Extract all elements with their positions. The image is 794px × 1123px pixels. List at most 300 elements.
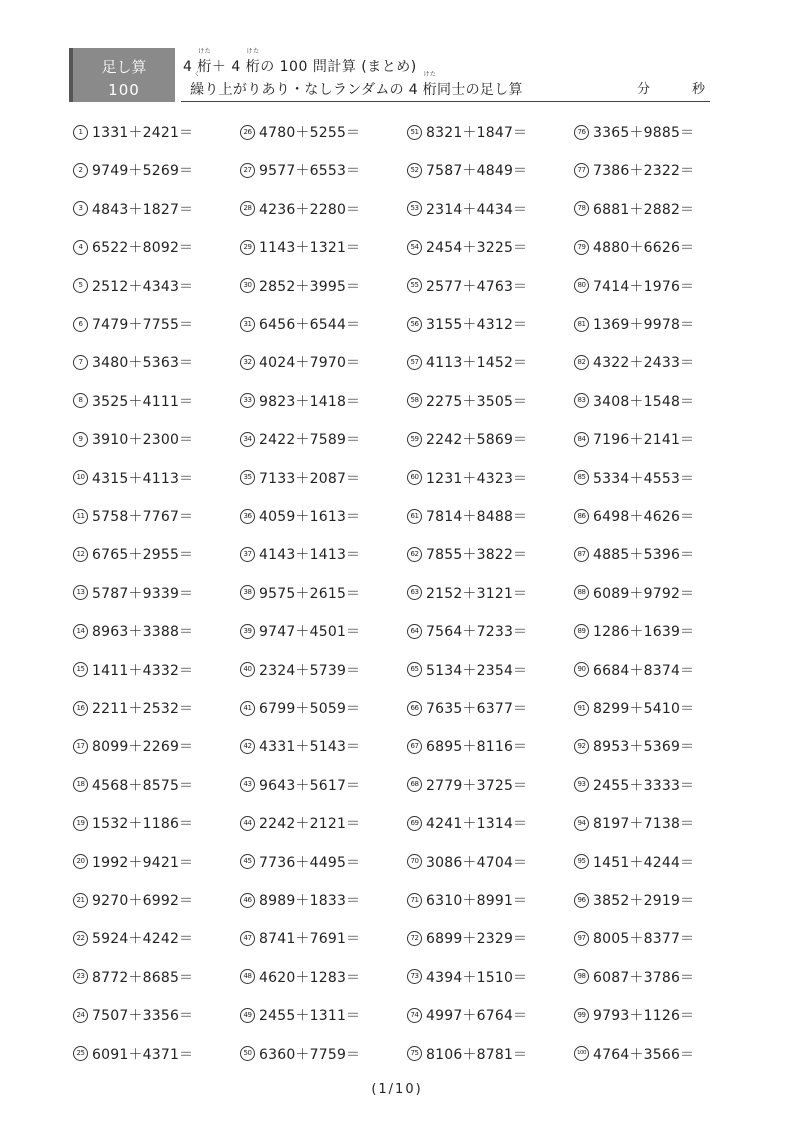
problem-item xyxy=(73,543,193,565)
problem-number: 83 xyxy=(574,393,589,408)
problem-expression: 1286＋1639＝ xyxy=(593,624,695,641)
problem-expression: 2852＋3995＝ xyxy=(259,278,361,295)
problem-expression: 8989＋1833＝ xyxy=(259,893,361,909)
problem-item xyxy=(240,889,360,911)
problem-item xyxy=(73,313,193,335)
problem-expression: 2242＋5869＝ xyxy=(426,432,528,449)
problem-item xyxy=(73,582,193,604)
problem-expression: 9749＋5269＝ xyxy=(92,163,194,180)
problem-number: 19 xyxy=(73,816,88,831)
problem-number: 20 xyxy=(73,854,88,869)
problem-item xyxy=(240,198,360,220)
problem-item xyxy=(73,851,193,873)
problem-item xyxy=(73,659,193,681)
problem-expression: 7386＋2322＝ xyxy=(593,163,695,180)
ruby-keta-2: けた xyxy=(246,48,260,55)
worksheet-label-box xyxy=(69,48,175,102)
problem-item xyxy=(240,543,360,565)
problem-expression: 8953＋5369＝ xyxy=(593,739,695,756)
problem-number: 12 xyxy=(73,547,88,562)
problem-expression: 7635＋6377＝ xyxy=(426,701,528,717)
problem-expression: 2275＋3505＝ xyxy=(426,393,528,410)
problem-item xyxy=(73,275,193,297)
problem-item xyxy=(574,697,694,719)
title-keta-2: けた 桁 xyxy=(245,48,261,75)
problem-number: 68 xyxy=(407,777,422,792)
problem-item xyxy=(574,582,694,604)
problem-number: 74 xyxy=(407,1008,422,1023)
problem-expression: 8197＋7138＝ xyxy=(593,816,695,833)
problem-item xyxy=(73,1004,193,1026)
worksheet-title xyxy=(183,48,417,76)
title-rest: の 100 問計算 (まとめ) xyxy=(260,59,417,75)
problem-number: 55 xyxy=(407,278,422,293)
problem-item xyxy=(574,889,694,911)
problem-expression: 4885＋5396＝ xyxy=(593,547,695,564)
problem-expression: 9747＋4501＝ xyxy=(259,624,361,641)
title-plus: ＋ xyxy=(211,59,227,75)
problem-expression: 2324＋5739＝ xyxy=(259,662,361,679)
problem-item xyxy=(407,121,527,143)
problem-item xyxy=(574,851,694,873)
problem-expression: 4843＋1827＝ xyxy=(92,201,194,218)
problem-number: 86 xyxy=(574,509,589,524)
problem-expression: 4236＋2280＝ xyxy=(259,201,361,218)
problem-expression: 6684＋8374＝ xyxy=(593,662,695,679)
problem-item xyxy=(240,735,360,757)
problem-number: 5 xyxy=(73,278,88,293)
problem-expression: 7736＋4495＝ xyxy=(259,854,361,871)
problem-number: 82 xyxy=(574,355,589,370)
problem-number: 48 xyxy=(240,969,255,984)
problem-item xyxy=(574,236,694,258)
problem-expression: 4568＋8575＝ xyxy=(92,777,194,794)
title-digit-2: 4 xyxy=(231,59,241,75)
problem-number: 36 xyxy=(240,509,255,524)
problem-expression: 4780＋5255＝ xyxy=(259,125,361,141)
problem-item xyxy=(240,428,360,450)
problem-expression: 1992＋9421＝ xyxy=(92,854,194,871)
problem-expression: 5134＋2354＝ xyxy=(426,662,528,679)
problem-item xyxy=(407,198,527,220)
problem-expression: 8005＋8377＝ xyxy=(593,931,695,948)
problem-item xyxy=(574,159,694,181)
problem-item xyxy=(407,1043,527,1065)
problem-expression: 3480＋5363＝ xyxy=(92,355,194,372)
problem-item xyxy=(407,851,527,873)
problem-expression: 7196＋2141＝ xyxy=(593,432,695,449)
problem-item xyxy=(73,927,193,949)
problem-number: 15 xyxy=(73,662,88,677)
problem-number: 27 xyxy=(240,163,255,178)
problem-number: 18 xyxy=(73,777,88,792)
problem-item xyxy=(240,927,360,949)
problem-expression: 3852＋2919＝ xyxy=(593,893,695,909)
problem-expression: 4241＋1314＝ xyxy=(426,816,528,833)
subtitle-mid: り上がりあり・なしランダムの xyxy=(204,82,404,98)
problem-item xyxy=(574,659,694,681)
problem-expression: 6881＋2882＝ xyxy=(593,201,695,218)
problem-number: 42 xyxy=(240,739,255,754)
problem-number: 22 xyxy=(73,931,88,946)
problem-expression: 2779＋3725＝ xyxy=(426,777,528,794)
problem-number: 66 xyxy=(407,701,422,716)
problem-expression: 8099＋2269＝ xyxy=(92,739,194,756)
problem-expression: 4620＋1283＝ xyxy=(259,969,361,986)
problem-item xyxy=(407,505,527,527)
problem-item xyxy=(574,543,694,565)
problem-expression: 2422＋7589＝ xyxy=(259,432,361,449)
problem-number: 92 xyxy=(574,739,589,754)
problem-expression: 5334＋4553＝ xyxy=(593,470,695,487)
problem-expression: 1143＋1321＝ xyxy=(259,240,361,257)
problem-item xyxy=(240,697,360,719)
problem-item xyxy=(407,236,527,258)
problem-item xyxy=(240,620,360,642)
problem-expression: 5924＋4242＝ xyxy=(92,931,194,948)
problem-number: 37 xyxy=(240,547,255,562)
problem-item xyxy=(574,275,694,297)
problem-item xyxy=(407,582,527,604)
problem-expression: 3155＋4312＝ xyxy=(426,317,528,333)
subtitle-digit: 4 xyxy=(408,82,418,98)
problem-number: 60 xyxy=(407,470,422,485)
problem-expression: 4322＋2433＝ xyxy=(593,355,695,372)
problem-expression: 2211＋2532＝ xyxy=(92,701,194,717)
problem-item xyxy=(73,236,193,258)
problem-expression: 7479＋7755＝ xyxy=(92,317,194,333)
problem-expression: 7814＋8488＝ xyxy=(426,509,528,525)
problem-item xyxy=(240,390,360,412)
problem-number: 77 xyxy=(574,163,589,178)
problem-expression: 6456＋6544＝ xyxy=(259,317,361,333)
worksheet-number: 100 xyxy=(108,81,140,99)
problem-item xyxy=(407,543,527,565)
problem-expression: 6895＋8116＝ xyxy=(426,739,528,756)
problem-number: 87 xyxy=(574,547,589,562)
problem-item xyxy=(240,851,360,873)
problem-item xyxy=(73,505,193,527)
problem-expression: 4394＋1510＝ xyxy=(426,969,528,986)
problem-item xyxy=(73,812,193,834)
problem-item xyxy=(574,620,694,642)
problem-expression: 6498＋4626＝ xyxy=(593,509,695,525)
problem-item xyxy=(407,889,527,911)
problem-item xyxy=(73,620,193,642)
problem-item xyxy=(574,505,694,527)
problem-expression: 4997＋6764＝ xyxy=(426,1008,528,1025)
problem-expression: 4024＋7970＝ xyxy=(259,355,361,372)
problem-expression: 2242＋2121＝ xyxy=(259,816,361,833)
problem-number: 99 xyxy=(574,1008,589,1023)
ruby-kuri: く xyxy=(194,71,201,78)
problem-number: 38 xyxy=(240,585,255,600)
problem-expression: 8106＋8781＝ xyxy=(426,1046,528,1063)
problem-item xyxy=(574,1004,694,1026)
problem-number: 30 xyxy=(240,278,255,293)
problem-item xyxy=(73,428,193,450)
problem-number: 4 xyxy=(73,240,88,255)
problem-number: 34 xyxy=(240,432,255,447)
problem-expression: 9823＋1418＝ xyxy=(259,393,361,410)
problem-number: 3 xyxy=(73,201,88,216)
problem-number: 23 xyxy=(73,969,88,984)
problem-number: 6 xyxy=(73,317,88,332)
problem-expression: 4113＋1452＝ xyxy=(426,355,528,372)
subtitle-rest: 同士の足し算 xyxy=(437,82,523,98)
problem-item xyxy=(407,620,527,642)
problem-item xyxy=(240,275,360,297)
page-indicator: (1/10) xyxy=(371,1082,423,1097)
problem-item xyxy=(407,275,527,297)
problem-item xyxy=(574,121,694,143)
problem-number: 8 xyxy=(73,393,88,408)
problem-expression: 7564＋7233＝ xyxy=(426,624,528,641)
problem-number: 67 xyxy=(407,739,422,754)
problem-expression: 9643＋5617＝ xyxy=(259,777,361,794)
problem-item xyxy=(73,467,193,489)
problem-item xyxy=(73,198,193,220)
problem-number: 47 xyxy=(240,931,255,946)
problem-item xyxy=(574,966,694,988)
problem-number: 100 xyxy=(574,1046,589,1061)
problem-item xyxy=(240,159,360,181)
problem-item xyxy=(73,121,193,143)
problem-item xyxy=(574,428,694,450)
problem-number: 57 xyxy=(407,355,422,370)
worksheet-subtitle xyxy=(190,71,523,99)
problem-number: 62 xyxy=(407,547,422,562)
problem-item xyxy=(240,313,360,335)
problem-expression: 1369＋9978＝ xyxy=(593,317,695,333)
problem-expression: 6091＋4371＝ xyxy=(92,1046,194,1063)
problem-item xyxy=(73,966,193,988)
problem-number: 88 xyxy=(574,585,589,600)
problem-expression: 7133＋2087＝ xyxy=(259,470,361,487)
problem-expression: 4331＋5143＝ xyxy=(259,739,361,756)
problem-number: 33 xyxy=(240,393,255,408)
problem-item xyxy=(574,812,694,834)
problem-item xyxy=(407,966,527,988)
problem-number: 46 xyxy=(240,893,255,908)
problem-number: 81 xyxy=(574,317,589,332)
problem-number: 17 xyxy=(73,739,88,754)
problem-expression: 8741＋7691＝ xyxy=(259,931,361,948)
problem-number: 98 xyxy=(574,969,589,984)
problem-item xyxy=(407,159,527,181)
problem-item xyxy=(240,582,360,604)
problem-expression: 8772＋8685＝ xyxy=(92,969,194,986)
problem-number: 14 xyxy=(73,624,88,639)
problem-expression: 4880＋6626＝ xyxy=(593,240,695,257)
problem-number: 44 xyxy=(240,816,255,831)
problem-expression: 6360＋7759＝ xyxy=(259,1046,361,1063)
problem-number: 95 xyxy=(574,854,589,869)
problem-number: 63 xyxy=(407,585,422,600)
problem-number: 1 xyxy=(73,125,88,140)
problem-expression: 8299＋5410＝ xyxy=(593,701,695,717)
problem-expression: 9793＋1126＝ xyxy=(593,1008,695,1025)
problem-item xyxy=(407,774,527,796)
problem-expression: 8963＋3388＝ xyxy=(92,624,194,641)
problem-item xyxy=(240,774,360,796)
problem-item xyxy=(73,159,193,181)
problem-expression: 2314＋4434＝ xyxy=(426,201,528,218)
problem-expression: 6087＋3786＝ xyxy=(593,969,695,986)
problem-expression: 1532＋1186＝ xyxy=(92,816,194,833)
problem-number: 40 xyxy=(240,662,255,677)
problem-expression: 2454＋3225＝ xyxy=(426,240,528,257)
problem-expression: 4059＋1613＝ xyxy=(259,509,361,525)
problem-item xyxy=(574,198,694,220)
problem-expression: 3365＋9885＝ xyxy=(593,125,695,141)
problem-number: 32 xyxy=(240,355,255,370)
problem-item xyxy=(407,927,527,949)
problem-item xyxy=(407,390,527,412)
seconds-label: 秒 xyxy=(692,82,706,97)
problem-expression: 2577＋4763＝ xyxy=(426,278,528,295)
problem-expression: 3408＋1548＝ xyxy=(593,393,695,410)
subtitle-kuri: く 繰 xyxy=(190,71,205,98)
problem-number: 89 xyxy=(574,624,589,639)
problem-expression: 6799＋5059＝ xyxy=(259,701,361,717)
problem-expression: 1451＋4244＝ xyxy=(593,854,695,871)
problem-number: 43 xyxy=(240,777,255,792)
problem-item xyxy=(407,812,527,834)
title-underline xyxy=(181,101,710,102)
problem-item xyxy=(73,774,193,796)
problem-expression: 1411＋4332＝ xyxy=(92,662,194,679)
problem-item xyxy=(407,313,527,335)
problem-item xyxy=(574,735,694,757)
problem-item xyxy=(240,351,360,373)
problem-expression: 5758＋7767＝ xyxy=(92,509,194,525)
problem-number: 49 xyxy=(240,1008,255,1023)
problem-number: 53 xyxy=(407,201,422,216)
problem-item xyxy=(407,697,527,719)
problem-item xyxy=(574,351,694,373)
problem-expression: 1231＋4323＝ xyxy=(426,470,528,487)
problem-item xyxy=(407,467,527,489)
problem-expression: 7507＋3356＝ xyxy=(92,1008,194,1025)
problem-number: 59 xyxy=(407,432,422,447)
problem-item xyxy=(240,659,360,681)
problem-expression: 3525＋4111＝ xyxy=(92,393,194,410)
problem-expression: 7587＋4849＝ xyxy=(426,163,528,180)
problem-number: 13 xyxy=(73,585,88,600)
problem-number: 56 xyxy=(407,317,422,332)
problem-number: 78 xyxy=(574,201,589,216)
problem-expression: 3910＋2300＝ xyxy=(92,432,194,449)
problem-item xyxy=(574,927,694,949)
problem-number: 35 xyxy=(240,470,255,485)
problem-item xyxy=(574,774,694,796)
problem-expression: 3086＋4704＝ xyxy=(426,854,528,871)
problem-item xyxy=(240,1043,360,1065)
problem-number: 91 xyxy=(574,701,589,716)
problem-expression: 6522＋8092＝ xyxy=(92,240,194,257)
problem-number: 24 xyxy=(73,1008,88,1023)
problem-number: 75 xyxy=(407,1046,422,1061)
problem-number: 80 xyxy=(574,278,589,293)
problem-number: 11 xyxy=(73,509,88,524)
ruby-keta-1: けた xyxy=(198,48,212,55)
problem-expression: 9270＋6992＝ xyxy=(92,893,194,909)
problem-item xyxy=(407,659,527,681)
problem-number: 61 xyxy=(407,509,422,524)
problem-item xyxy=(73,697,193,719)
problem-item xyxy=(574,313,694,335)
problem-expression: 4143＋1413＝ xyxy=(259,547,361,564)
problem-item xyxy=(240,966,360,988)
problem-item xyxy=(73,1043,193,1065)
problem-expression: 7855＋3822＝ xyxy=(426,547,528,564)
problem-number: 54 xyxy=(407,240,422,255)
problem-expression: 6310＋8991＝ xyxy=(426,893,528,909)
problem-number: 70 xyxy=(407,854,422,869)
problem-item xyxy=(240,1004,360,1026)
problem-item xyxy=(574,467,694,489)
problem-expression: 6765＋2955＝ xyxy=(92,547,194,564)
problem-number: 94 xyxy=(574,816,589,831)
problem-number: 29 xyxy=(240,240,255,255)
problem-number: 79 xyxy=(574,240,589,255)
category-label: 足し算 xyxy=(101,58,147,76)
problem-expression: 5787＋9339＝ xyxy=(92,585,194,602)
problem-item xyxy=(240,812,360,834)
problem-item xyxy=(407,1004,527,1026)
subtitle-keta: けた 桁 xyxy=(422,71,438,98)
problem-number: 41 xyxy=(240,701,255,716)
problem-number: 65 xyxy=(407,662,422,677)
problem-number: 50 xyxy=(240,1046,255,1061)
problem-number: 52 xyxy=(407,163,422,178)
problem-number: 31 xyxy=(240,317,255,332)
problem-number: 69 xyxy=(407,816,422,831)
problem-number: 51 xyxy=(407,125,422,140)
problem-expression: 7414＋1976＝ xyxy=(593,278,695,295)
problem-number: 16 xyxy=(73,701,88,716)
problem-number: 76 xyxy=(574,125,589,140)
minutes-label: 分 xyxy=(637,82,651,97)
problem-expression: 2455＋3333＝ xyxy=(593,777,695,794)
ruby-keta-3: けた xyxy=(423,71,437,78)
problem-number: 10 xyxy=(73,470,88,485)
problem-expression: 6899＋2329＝ xyxy=(426,931,528,948)
problem-number: 90 xyxy=(574,662,589,677)
problem-number: 71 xyxy=(407,893,422,908)
problem-number: 45 xyxy=(240,854,255,869)
problem-number: 97 xyxy=(574,931,589,946)
title-digit-1: 4 xyxy=(183,59,193,75)
problem-item xyxy=(407,351,527,373)
problem-item xyxy=(574,390,694,412)
problem-number: 9 xyxy=(73,432,88,447)
problem-number: 58 xyxy=(407,393,422,408)
title-keta-1: けた 桁 xyxy=(197,48,212,75)
problem-number: 72 xyxy=(407,931,422,946)
problem-number: 85 xyxy=(574,470,589,485)
problem-number: 73 xyxy=(407,969,422,984)
problem-item xyxy=(73,351,193,373)
problem-number: 84 xyxy=(574,432,589,447)
problem-number: 93 xyxy=(574,777,589,792)
problem-expression: 8321＋1847＝ xyxy=(426,125,528,141)
problem-item xyxy=(574,1043,694,1065)
problem-number: 39 xyxy=(240,624,255,639)
problem-expression: 4764＋3566＝ xyxy=(593,1046,695,1063)
problem-expression: 9575＋2615＝ xyxy=(259,585,361,602)
